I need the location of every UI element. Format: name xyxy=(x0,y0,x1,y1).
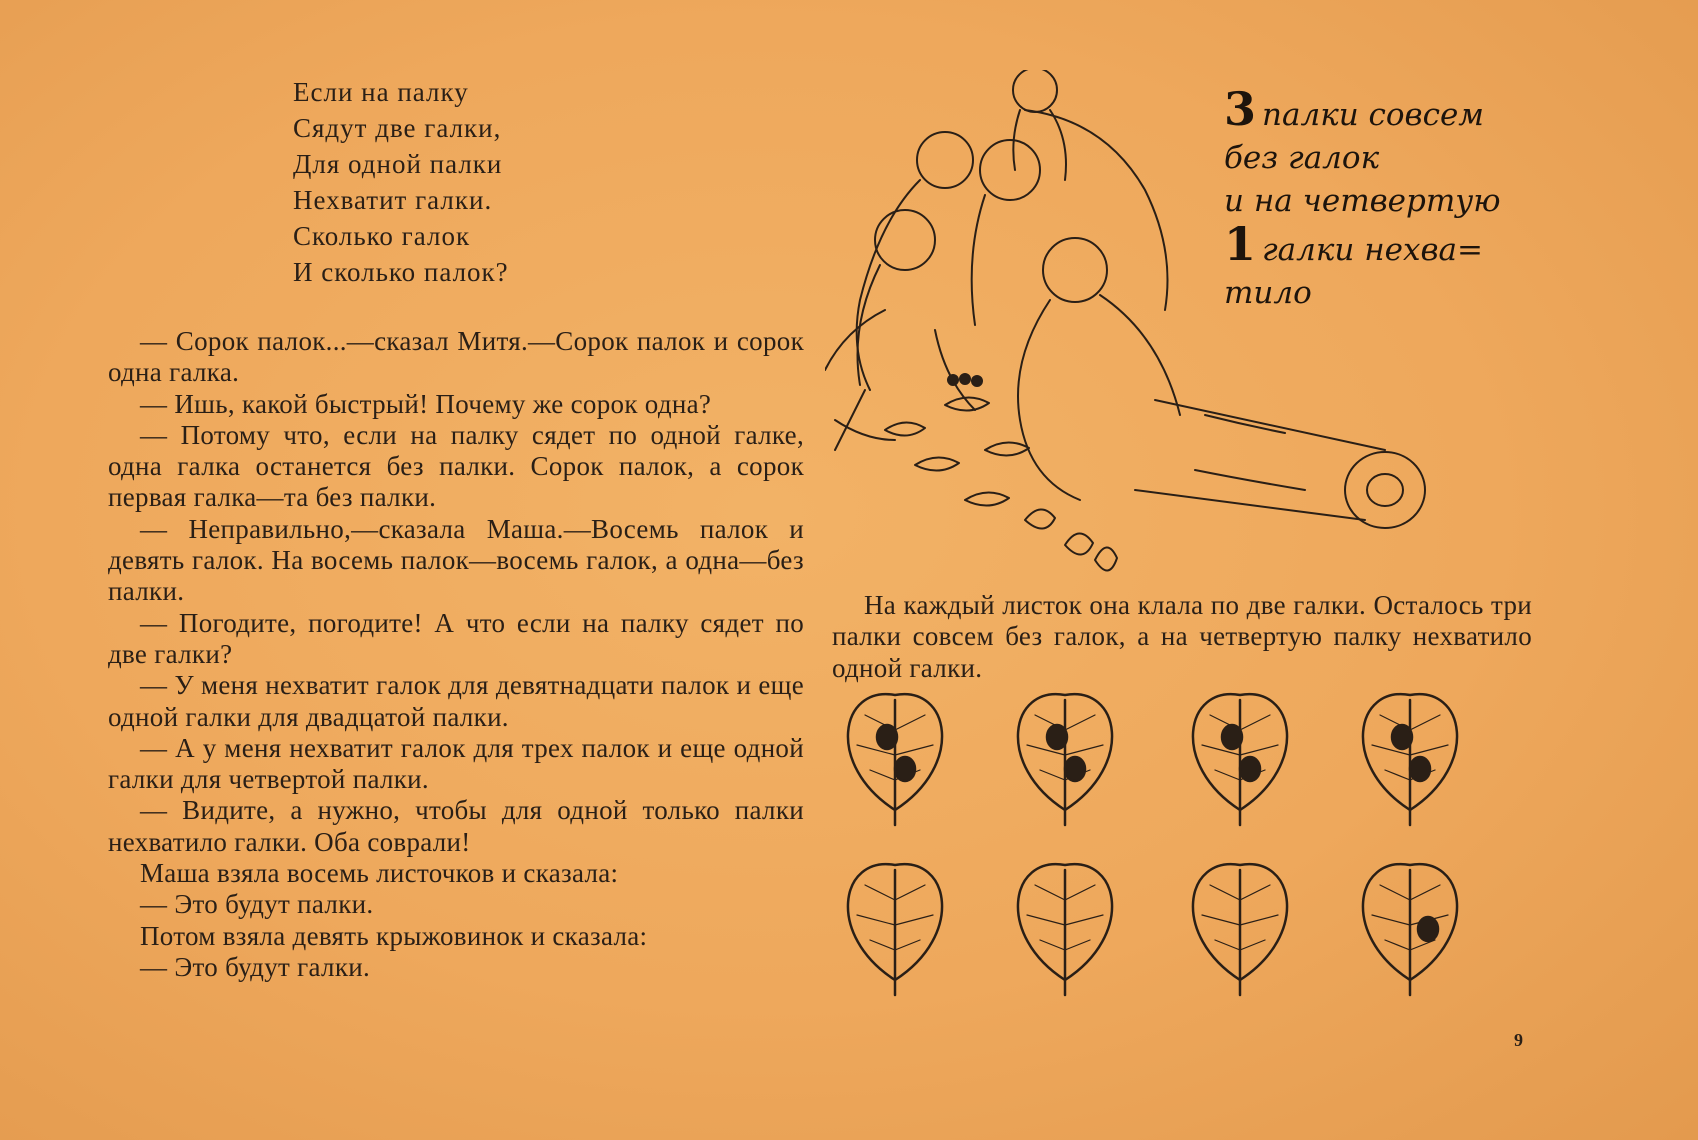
leaf-drawing xyxy=(1018,694,1112,825)
leaves-illustration xyxy=(820,690,1520,1020)
children-drawing xyxy=(825,70,1180,500)
paragraph: — А у меня нехватит галок для трех палок и еще одной галки для четвертой палки. xyxy=(108,732,804,795)
gooseberry xyxy=(1222,725,1242,749)
leaf-drawing xyxy=(1193,694,1287,825)
note-text: палки совсем xyxy=(1262,97,1485,133)
illustration-caption: На каждый листок она клала по две галки. Осталось три палки совсем без галок, а на четвертую палку нехватило одной галки. xyxy=(832,590,1532,683)
note-number: 3 xyxy=(1224,82,1257,136)
paragraph: — Неправильно,—сказала Маша.—Восемь палок и девять галок. На восемь палок—восемь галок, а одна—без палки. xyxy=(108,513,804,607)
note-line: тило xyxy=(1224,275,1312,311)
poem-line: Сядут две галки, xyxy=(293,113,502,143)
story-text xyxy=(108,326,804,983)
poem-line: Для одной палки xyxy=(293,149,503,179)
gooseberry xyxy=(895,757,915,781)
handwritten-note xyxy=(1224,82,1524,315)
paragraph: — Это будут палки. xyxy=(140,889,374,920)
note-line: без галок xyxy=(1224,140,1380,176)
floor-leaves xyxy=(885,397,1117,570)
paragraph: — Это будут галки. xyxy=(140,951,371,982)
paragraph: — Сорок палок...—сказал Митя.—Сорок палок и сорок одна галка. xyxy=(108,326,804,388)
leaf-drawing xyxy=(848,694,942,825)
note-line xyxy=(1224,82,1524,137)
gooseberry xyxy=(877,725,897,749)
leaf-drawing xyxy=(1193,864,1287,995)
berries-pile xyxy=(948,374,982,386)
leaf-drawing xyxy=(1018,864,1112,995)
poem-line: Нехватит галки. xyxy=(293,185,493,215)
leaf-drawing xyxy=(848,864,942,995)
poem xyxy=(293,74,593,290)
page-number: 9 xyxy=(1514,1030,1523,1050)
paragraph: — Видите, а нужно, чтобы для одной только палки нехватило галки. Оба соврали! xyxy=(108,795,804,857)
leaf-drawing xyxy=(1363,694,1457,825)
paragraph: — У меня нехватит галок для девятнадцати палок и еще одной галки для двадцатой палки. xyxy=(108,670,804,732)
paragraph: — Ишь, какой быстрый! Почему же сорок одна? xyxy=(140,388,712,419)
log-drawing xyxy=(1135,400,1425,528)
gooseberry xyxy=(1065,757,1085,781)
poem-line: Если на палку xyxy=(293,77,469,107)
note-text: галки нехва= xyxy=(1262,232,1483,268)
poem-line: Сколько галок xyxy=(293,221,471,251)
paragraph: Потом взяла девять крыжовинок и сказала: xyxy=(140,920,648,951)
gooseberry xyxy=(1047,725,1067,749)
paragraph: Маша взяла восемь листочков и сказала: xyxy=(140,858,619,889)
gooseberry xyxy=(1410,757,1430,781)
gooseberry xyxy=(1240,757,1260,781)
gooseberry xyxy=(1418,917,1438,941)
gooseberry xyxy=(1392,725,1412,749)
note-number: 1 xyxy=(1224,217,1257,271)
note-line: и на четвертую xyxy=(1224,183,1501,219)
leaf-drawing xyxy=(1363,864,1457,995)
poem-line: И сколько палок? xyxy=(293,257,509,287)
paragraph: — Потому что, если на палку сядет по одной галке, одна галка останется без палки. Сорок палок, а сорок первая галка—та без палки. xyxy=(108,419,804,513)
note-line xyxy=(1224,217,1524,272)
paragraph: — Погодите, погодите! А что если на палку сядет по две галки? xyxy=(108,607,804,669)
